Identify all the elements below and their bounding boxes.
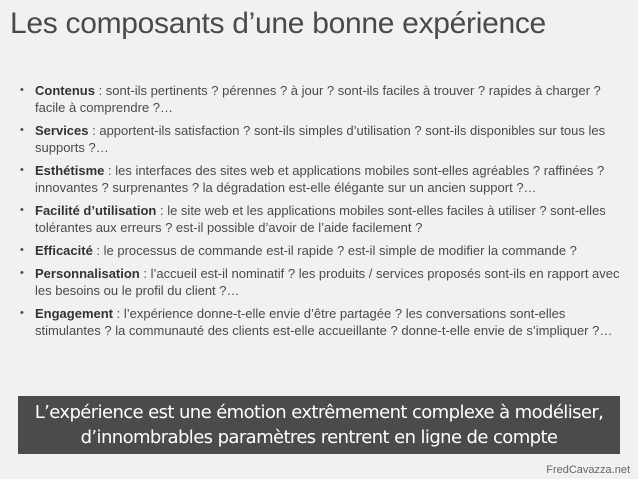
bullet-term: Efficacité [35, 243, 93, 258]
bullet-text: : les interfaces des sites web et applications mobiles sont-elles agréables ? raffinées ? innovantes ? surprenantes ? la dégradation est-elle élégante sur un ancien support ?… [35, 163, 605, 195]
bullet-item-personnalisation [18, 265, 632, 299]
summary-banner [18, 396, 620, 454]
bullet-term: Facilité d’utilisation [35, 203, 157, 218]
bullet-dot-icon: • [20, 204, 24, 216]
bullet-dot-icon: • [20, 164, 24, 176]
bullet-item-contenus [18, 82, 632, 116]
bullet-text: : le site web et les applications mobiles sont-elles faciles à utiliser ? sont-elles tolérantes aux erreurs ? est-il possible d’avoir de l’aide facilement ? [35, 203, 606, 235]
bullet-term: Personnalisation [35, 266, 140, 281]
bullet-dot-icon: • [20, 267, 24, 279]
source-credit: FredCavazza.net [546, 464, 630, 476]
bullet-term: Services [35, 123, 89, 138]
bullet-term: Contenus [35, 83, 95, 98]
bullet-dot-icon: • [20, 84, 24, 96]
bullet-item-esthetisme [18, 162, 632, 196]
bullet-dot-icon: • [20, 307, 24, 319]
bullet-dot-icon: • [20, 124, 24, 136]
bullet-item-engagement [18, 305, 632, 339]
bullet-item-services [18, 122, 632, 156]
bullet-text: : apportent-ils satisfaction ? sont-ils simples d’utilisation ? sont-ils disponibles sur tous les supports ?… [35, 123, 606, 155]
bullet-text: : sont-ils pertinents ? pérennes ? à jour ? sont-ils faciles à trouver ? rapides à charger ? facile à comprendre ?… [35, 83, 601, 115]
bullet-list [18, 82, 632, 345]
bullet-text: : l’expérience donne-t-elle envie d’être partagée ? les conversations sont-elles stimulantes ? la communauté des clients est-elle accueillante ? donne-t-elle envie de s’impliquer ?… [35, 306, 613, 338]
bullet-item-efficacite [18, 242, 632, 259]
bullet-term: Engagement [35, 306, 114, 321]
bullet-term: Esthétisme [35, 163, 105, 178]
slide-title: Les composants d’une bonne expérience [10, 7, 546, 40]
bullet-dot-icon: • [20, 244, 24, 256]
summary-banner-text: L’expérience est une émotion extrêmement complexe à modéliser, d’innombrables paramètres rentrent en ligne de compte [34, 402, 604, 448]
bullet-item-facilite [18, 202, 632, 236]
bullet-text: : l’accueil est-il nominatif ? les produits / services proposés sont-ils en rapport avec les besoins ou le profil du client ?… [35, 266, 620, 298]
bullet-text: : le processus de commande est-il rapide ? est-il simple de modifier la commande ? [92, 243, 577, 258]
